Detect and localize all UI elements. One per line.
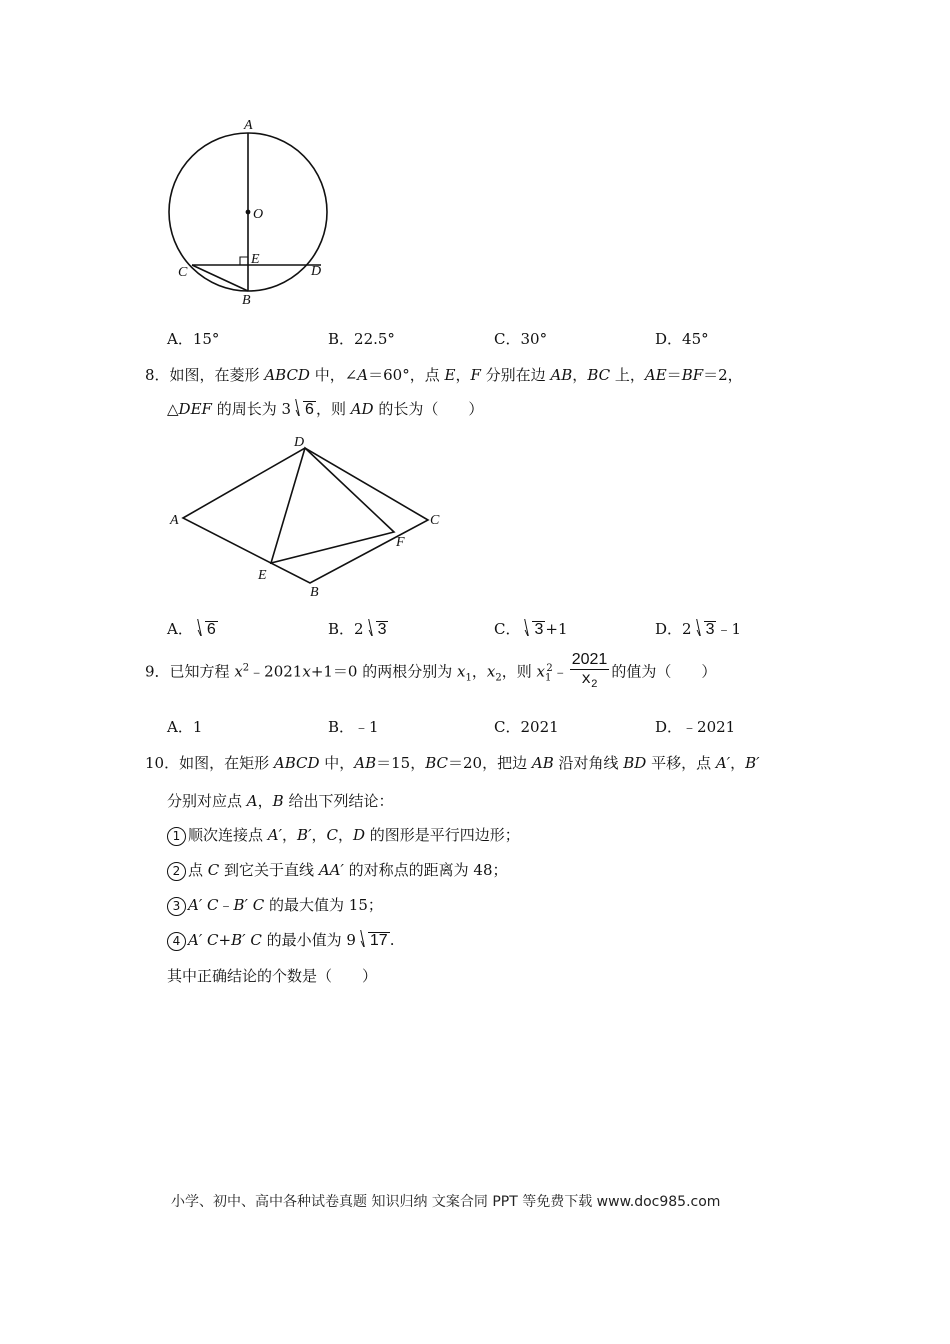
q9-option-c: C．2021 (494, 718, 559, 736)
q8-option-d: D．2 3 ﹣1 (655, 620, 742, 638)
q10-conclusion-3: 3 A′ C﹣B′ C 的最大值为 15； (167, 894, 383, 916)
q7-option-d: D．45° (655, 330, 709, 348)
q7-option-b: B．22.5° (328, 330, 395, 348)
q10-question: 其中正确结论的个数是（ ） (167, 967, 378, 985)
label-c: C (430, 513, 440, 528)
circle-figure (160, 112, 340, 312)
q9-option-a: A．1 (167, 718, 203, 736)
right-angle-mark (240, 257, 248, 265)
q10-conclusion-1: 1 顺次连接点 A′，B′，C，D 的图形是平行四边形； (167, 824, 520, 846)
q8-option-c: C． 3 +1 (494, 620, 568, 638)
label-c: C (178, 265, 188, 280)
q9-stem: 9．已知方程 $x^2﹣2021x+1=0$ 的两根分别为 $x_1$，$x_2$，则 $x_1^2﹣$ $\frac{2021}{x_2}$ 的值为（ ） (145, 651, 716, 694)
label-e: E (251, 252, 260, 267)
sqrt-6: 6 (293, 400, 316, 418)
q7-option-c: C．30° (494, 330, 548, 348)
label-a: A (170, 513, 179, 528)
label-b: B (310, 585, 319, 600)
label-b: B (242, 293, 251, 308)
label-o: O (253, 207, 264, 222)
q10-line1: 10．如图，在矩形 ABCD 中，AB＝15，BC＝20，把边 AB 沿对角线 BD 平移，点 A′，B′ (145, 754, 760, 772)
q9-option-d: D．﹣2021 (655, 718, 736, 736)
q8-option-b: B．2 3 (328, 620, 387, 638)
label-e: E (258, 568, 267, 583)
rhombus-figure (160, 428, 460, 608)
q7-option-a: A．15° (167, 330, 220, 348)
triangle-def (271, 448, 394, 563)
q10-line2: 分别对应点 A，B 给出下列结论： (167, 792, 394, 810)
q10-conclusion-2: 2 点 C 到它关于直线 AA′ 的对称点的距离为 48； (167, 859, 508, 881)
segment-cb (192, 265, 248, 291)
sqrt-17: 17 (358, 931, 390, 949)
page-footer: 小学、初中、高中各种试卷真题 知识归纳 文案合同 PPT 等免费下载 www.doc985.com (171, 1194, 721, 1210)
label-d: D (311, 264, 322, 279)
fraction-2021-x2: $\frac{2021}{x_2}$ (571, 651, 608, 692)
center-point (246, 210, 251, 215)
label-f: F (396, 535, 405, 550)
label-a: A (244, 118, 253, 133)
rhombus-abcd (183, 448, 428, 583)
label-d: D (294, 435, 305, 450)
q10-conclusion-4: 4 A′ C+B′ C 的最小值为 9 17 . (167, 929, 394, 951)
q9-option-b: B．﹣1 (328, 718, 379, 736)
q8-line1: 8．如图，在菱形 ABCD 中，∠A＝60°，点 E，F 分别在边 AB，BC 上，AE＝BF＝2， (145, 366, 743, 384)
q8-option-a: A． 6 (167, 620, 216, 638)
q8-line2: △DEF 的周长为 3 6 ，则 AD 的长为（ ） (167, 400, 484, 418)
